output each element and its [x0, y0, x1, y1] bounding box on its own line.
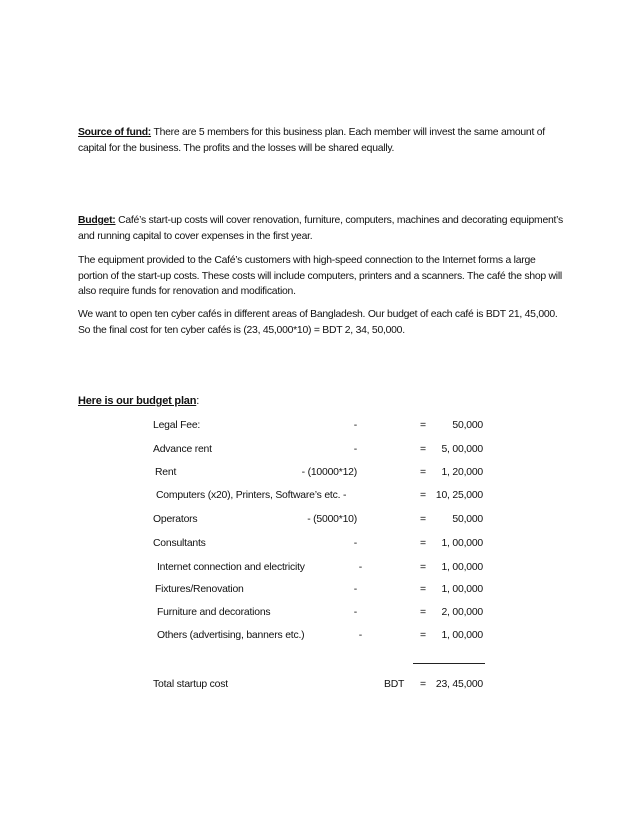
budget-row	[0, 630, 638, 646]
budget-row	[0, 467, 638, 483]
budget-equals: =	[420, 584, 426, 595]
total-equals: =	[420, 679, 426, 690]
equipment-paragraph: The equipment provided to the Café’s customers with high-speed connection to the Internet forms a large portion of the start-up costs. These costs will include computers, printers and a scanners. The café the shop will also require funds for renovation and modification.	[78, 255, 562, 298]
budget-equals: =	[420, 538, 426, 549]
budget-calc: - (10000*12)	[301, 467, 357, 478]
budget-amount: 1, 00,000	[441, 562, 483, 573]
budget-item: Furniture and decorations	[157, 607, 271, 618]
budget-row	[0, 514, 638, 530]
source-of-fund-paragraph	[78, 125, 564, 156]
budget-amount: 1, 00,000	[441, 630, 483, 641]
budget-calc: -	[353, 420, 357, 431]
budget-equals: =	[420, 630, 426, 641]
budget-amount: 2, 00,000	[441, 607, 483, 618]
budget-row	[0, 607, 638, 623]
budget-item: Computers (x20), Printers, Software’s etc. -	[156, 490, 347, 501]
budget-plan-title	[78, 395, 199, 407]
budget-amount: 5, 00,000	[441, 444, 483, 455]
total-currency: BDT	[384, 679, 405, 690]
budget-label: Budget:	[78, 215, 116, 226]
budget-item: Others (advertising, banners etc.)	[157, 630, 305, 641]
budget-amount: 50,000	[452, 420, 483, 431]
budget-item: Internet connection and electricity	[157, 562, 305, 573]
budget-calc: -	[353, 607, 357, 618]
budget-equals: =	[420, 444, 426, 455]
source-of-fund-label: Source of fund:	[78, 127, 152, 138]
budget-item: Legal Fee:	[153, 420, 201, 431]
source-of-fund-text: There are 5 members for this business plan. Each member will invest the same amount of capital for the business. The profits and the losses will be shared equally.	[78, 127, 545, 154]
budget-equals: =	[420, 490, 426, 501]
budget-calc: -	[353, 444, 357, 455]
budget-paragraph	[78, 213, 564, 244]
cafes-paragraph: We want to open ten cyber cafés in different areas of Bangladesh. Our budget of each café is BDT 21, 45,000. So the final cost for ten cyber cafés is (23, 45,000*10) = BDT 2, 34, 50,000.	[78, 309, 558, 336]
budget-amount: 1, 20,000	[441, 467, 483, 478]
budget-row	[0, 538, 638, 554]
budget-row	[0, 584, 638, 600]
budget-calc: -	[358, 562, 362, 573]
budget-row	[0, 420, 638, 436]
budget-row	[0, 562, 638, 578]
budget-equals: =	[420, 562, 426, 573]
budget-item: Consultants	[153, 538, 206, 549]
total-underline	[413, 663, 485, 664]
budget-amount: 50,000	[452, 514, 483, 525]
budget-row	[0, 490, 638, 506]
budget-text: Café’s start-up costs will cover renovation, furniture, computers, machines and decorating equipment’s and running capital to cover expenses in the first year.	[78, 215, 563, 242]
budget-amount: 1, 00,000	[441, 584, 483, 595]
budget-total-row	[0, 679, 638, 695]
budget-calc: -	[353, 538, 357, 549]
budget-plan-title-colon: :	[196, 395, 200, 407]
budget-equals: =	[420, 467, 426, 478]
budget-equals: =	[420, 607, 426, 618]
budget-item: Rent	[155, 467, 177, 478]
budget-row	[0, 444, 638, 460]
budget-amount: 10, 25,000	[435, 490, 483, 501]
budget-calc: -	[358, 630, 362, 641]
total-amount: 23, 45,000	[435, 679, 483, 690]
budget-calc: - (5000*10)	[307, 514, 357, 525]
budget-calc: -	[353, 584, 357, 595]
budget-item: Operators	[153, 514, 198, 525]
total-label: Total startup cost	[153, 679, 228, 690]
budget-equals: =	[420, 420, 426, 431]
budget-plan-title-text: Here is our budget plan	[78, 395, 197, 407]
budget-item: Fixtures/Renovation	[155, 584, 244, 595]
budget-equals: =	[420, 514, 426, 525]
budget-amount: 1, 00,000	[441, 538, 483, 549]
budget-item: Advance rent	[153, 444, 212, 455]
